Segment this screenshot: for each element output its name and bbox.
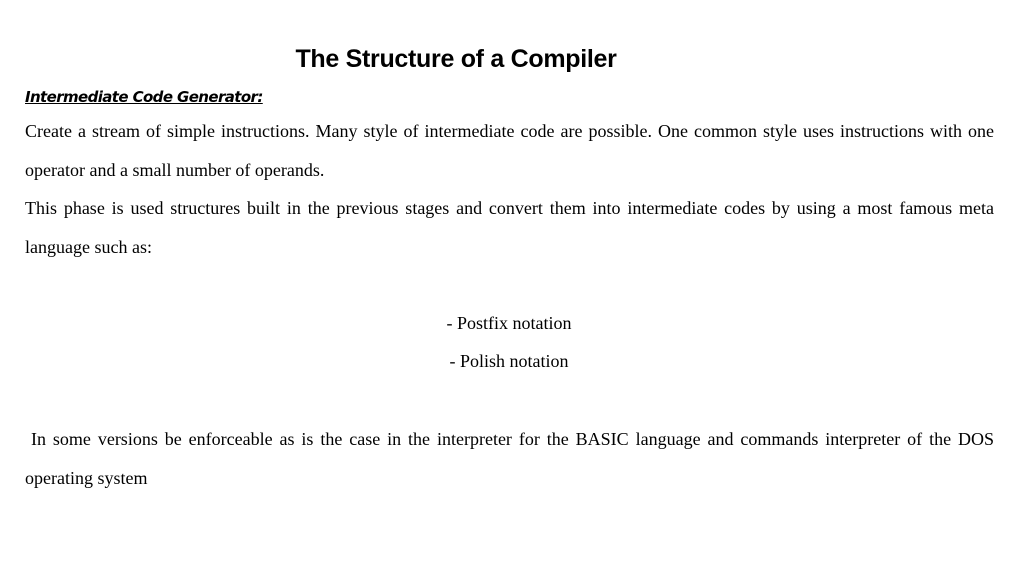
section-subheading: Intermediate Code Generator: (25, 88, 263, 106)
slide-title: The Structure of a Compiler (295, 45, 617, 73)
notation-polish: - Polish notation (449, 351, 569, 371)
paragraph-instructions: Create a stream of simple instructions. Many style of intermediate code are possible. One common style uses instructions with one operator and a small number of operands. (25, 121, 994, 180)
paragraph-phase: This phase is used structures built in the previous stages and convert them into intermediate codes by using a most famous meta language such as: (25, 198, 994, 257)
notation-postfix: - Postfix notation (446, 313, 572, 333)
paragraph-versions: In some versions be enforceable as is the case in the interpreter for the BASIC language and commands interpreter of the DOS operating system (25, 429, 994, 488)
